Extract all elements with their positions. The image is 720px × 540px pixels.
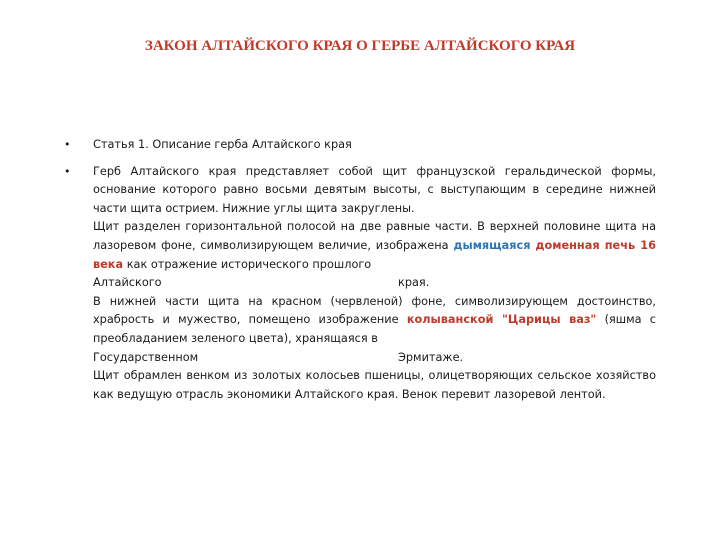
- paragraph-upper-half: [93, 218, 656, 274]
- paragraph-shield-shape: Герб Алтайского края представляет собой щит французской геральдической формы, основание которого равно восьми девятым высоты, с выступающим в середине нижней части щита острием. Нижние углы щита закруглены.: [93, 164, 656, 215]
- paragraph-wreath: Щит обрамлен венком из золотых колосьев пшеницы, олицетворяющих сельское хозяйство как ведущую отрасль экономики Алтайского края. Венок перевит лазоревой лентой.: [93, 369, 656, 401]
- upper-half-text: Щит разделен горизонтальной полосой на две равные части. В верхней половине щита на лазоревом фоне, символизирующем величие, изображена: [93, 220, 656, 252]
- document-body: [64, 136, 656, 404]
- list-item-article-heading: [64, 136, 656, 155]
- upper-half-tail-left: Алтайского: [93, 276, 162, 290]
- lower-half-tail-left: Государственном: [93, 350, 199, 364]
- lower-half-text: В нижней части щита на красном (червленой) фоне, символизирующем достоинство, храбрость и мужество, помещено изображение: [93, 294, 656, 327]
- document-title: ЗАКОН АЛТАЙСКОГО КРАЯ О ГЕРБЕ АЛТАЙСКОГО КРАЯ: [144, 38, 576, 54]
- article-heading: Статья 1. Описание герба Алтайского края: [93, 138, 352, 151]
- lower-half-text-mid: (яшма с преобладанием зеленого цвета), хранящаяся в: [93, 313, 656, 345]
- paragraph-lower-half: [93, 293, 656, 349]
- upper-half-text-end: как отражение исторического прошлого: [126, 257, 372, 271]
- upper-half-tail-right: края.: [398, 276, 430, 290]
- lower-half-tail-right: Эрмитаже.: [398, 350, 464, 364]
- list-item-description: [64, 163, 656, 405]
- upper-half-tail: [93, 274, 656, 293]
- highlight-smoking: дымящаяся: [453, 238, 531, 252]
- bullet-icon: •: [64, 138, 71, 151]
- bullet-icon: •: [64, 164, 71, 178]
- lower-half-tail: [93, 349, 656, 368]
- highlight-queen-of-vases: колыванской "Царицы ваз": [406, 313, 597, 327]
- description-block: [93, 163, 656, 405]
- highlight-blast-furnace: доменная печь 16 века: [93, 238, 656, 271]
